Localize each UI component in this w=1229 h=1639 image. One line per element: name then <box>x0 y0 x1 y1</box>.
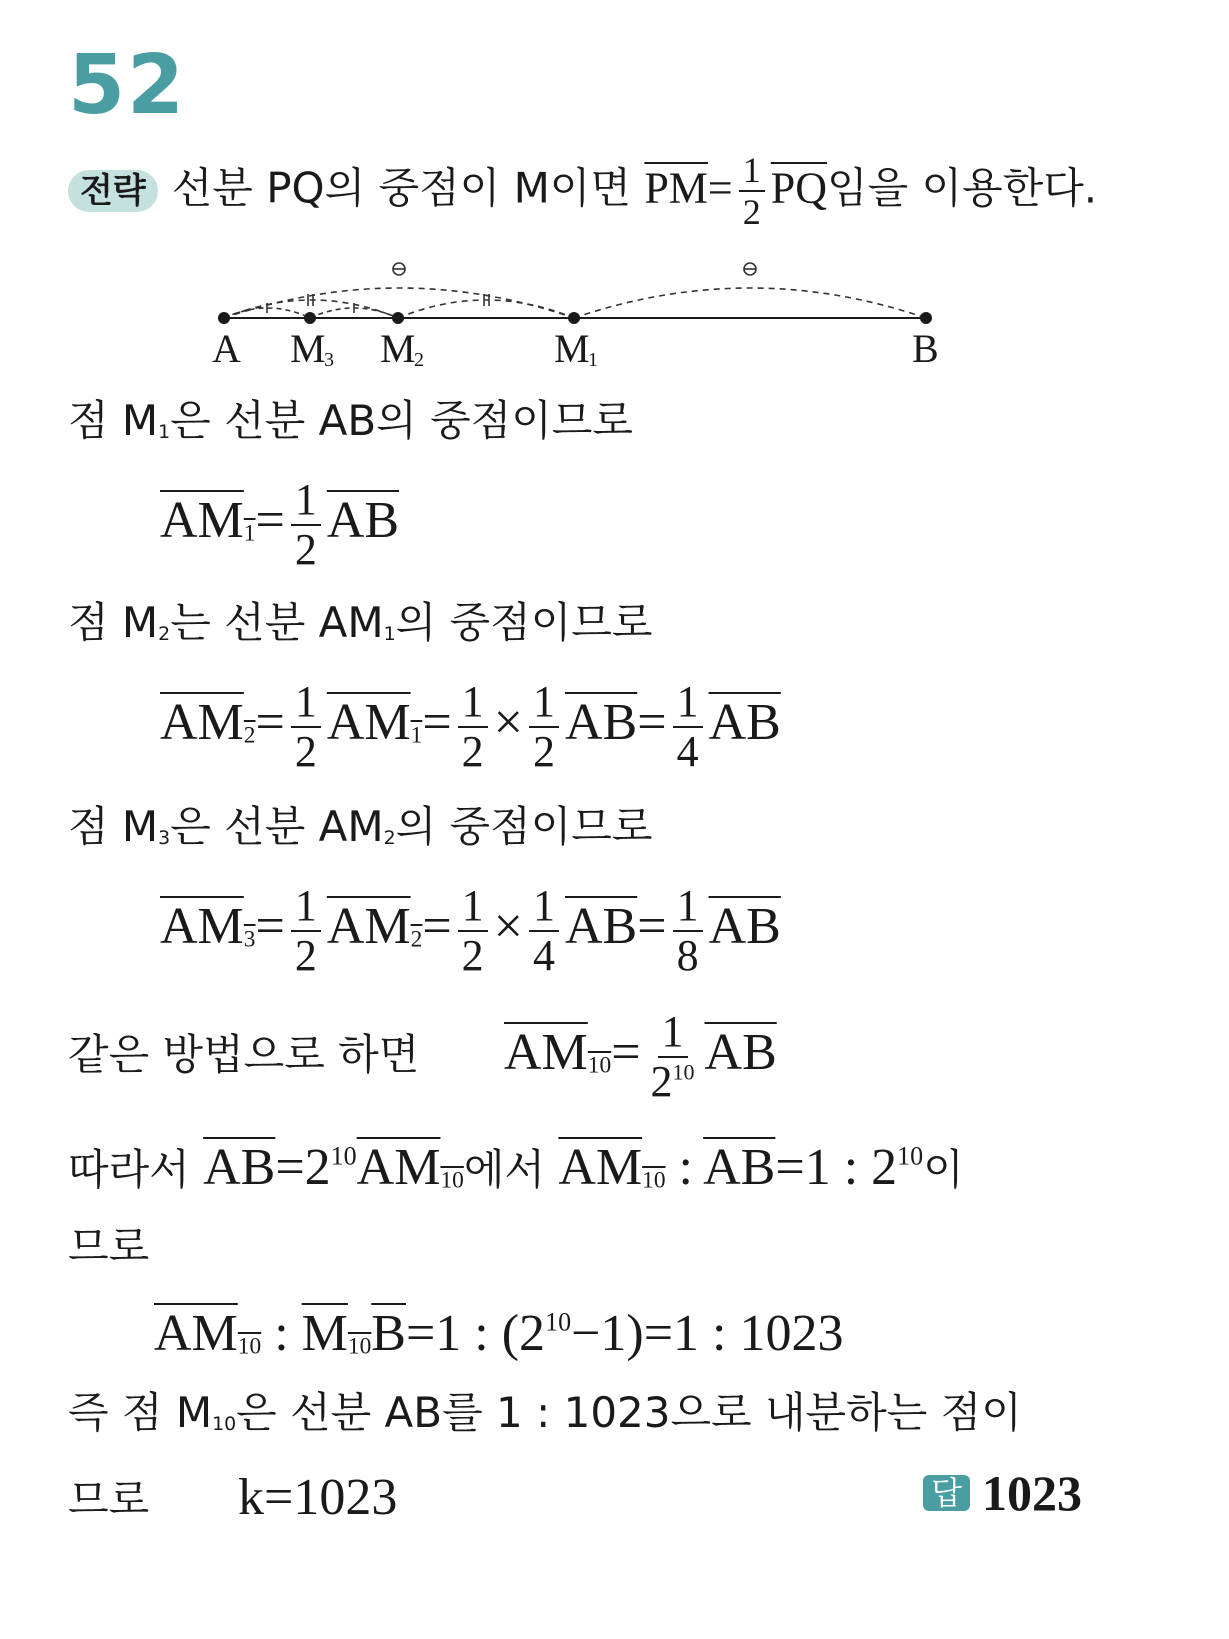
gen-sub: 10 <box>587 1052 612 1079</box>
den-base: 2 <box>650 1057 673 1106</box>
gen-am: $\overline{AM}$ <box>504 1023 588 1081</box>
label-m1-sub: 1 <box>588 349 598 371</box>
eq2 <box>160 677 781 776</box>
label-m2: M <box>380 326 416 371</box>
frac-num: 1 <box>529 884 559 932</box>
label-m3-sub: 3 <box>324 349 334 371</box>
eq3-am3: $\overline{AM}$ <box>160 897 244 955</box>
general-line <box>68 1007 777 1106</box>
eq1 <box>160 475 400 574</box>
r-end: =1 : (2 <box>405 1305 546 1362</box>
therefore-text: 따라서 <box>68 1145 190 1194</box>
gen-frac <box>647 1007 699 1106</box>
strategy-text-before: 선분 PQ의 중점이 M이면 <box>171 163 631 213</box>
point-m3 <box>304 312 316 324</box>
strategy-text-after: 임을 이용한다. <box>827 163 1098 213</box>
label-m2-sub: 2 <box>414 349 424 371</box>
eq2-times: × <box>493 693 523 751</box>
r-m: $\overline{M}$ <box>301 1305 348 1362</box>
arc-m2-m1 <box>398 300 574 318</box>
t2-rhs: =1 : 2 <box>775 1139 898 1196</box>
ratio-eq <box>154 1305 844 1362</box>
t-exp: 10 <box>330 1141 357 1171</box>
eq-general <box>504 1007 777 1106</box>
frac-num: 1 <box>529 680 559 728</box>
eseo-text: 에서 <box>463 1145 545 1194</box>
t2-ab: $\overline{AB}$ <box>703 1139 776 1196</box>
strategy-frac <box>739 152 765 230</box>
eq3-eq2: = <box>422 897 452 955</box>
s1-sub: 1 <box>158 420 171 443</box>
eq2-frac2 <box>458 677 488 776</box>
eq1-sub: 1 <box>243 520 256 547</box>
gen-ab: $\overline{AB}$ <box>704 1023 777 1081</box>
frac-num: 1 <box>673 884 703 932</box>
point-a <box>218 312 230 324</box>
eq2-sub: 2 <box>243 722 256 749</box>
frac-den: 8 <box>676 931 699 980</box>
gen-eq: = <box>611 1023 641 1081</box>
eq3-frac4 <box>673 881 703 980</box>
mark-double-ticks <box>308 294 489 306</box>
i-text: 이 <box>923 1145 964 1194</box>
eq2-eq1: = <box>255 693 285 751</box>
problem-number: 52 <box>68 38 187 133</box>
answer-value: 1023 <box>982 1465 1082 1521</box>
step3-text <box>68 802 653 851</box>
r-minus: −1)=1 : 1023 <box>571 1305 844 1362</box>
strategy-line <box>68 152 1097 230</box>
answer-badge: 답 <box>923 1475 970 1511</box>
eq3-eq3: = <box>637 897 667 955</box>
eq3-times: × <box>493 897 523 955</box>
s3-b: 은 선분 AM <box>170 802 384 851</box>
frac-den: 4 <box>676 727 699 776</box>
r-exp: 10 <box>545 1307 572 1337</box>
eq1-ab: $\overline{AB}$ <box>326 491 400 549</box>
s3-sub2: 2 <box>383 826 396 849</box>
eq3-frac2 <box>458 881 488 980</box>
eq3-ab2: $\overline{AB}$ <box>708 897 781 955</box>
frac-num: 1 <box>291 478 321 526</box>
eq3-sub2: 2 <box>410 926 423 953</box>
same-method-text: 같은 방법으로 하면 <box>68 1029 420 1079</box>
label-a: A <box>212 326 241 371</box>
eq3 <box>160 881 781 980</box>
point-m2 <box>392 312 404 324</box>
jeuk-a: 즉 점 M <box>68 1388 213 1437</box>
s1-a: 점 M <box>68 396 159 445</box>
eq3-eq1: = <box>255 897 285 955</box>
eq2-eq3: = <box>637 693 667 751</box>
eq2-ab1: $\overline{AB}$ <box>564 693 638 751</box>
label-m1: M <box>554 326 590 371</box>
r-am: $\overline{AM}$ <box>154 1305 238 1362</box>
point-b <box>920 312 932 324</box>
frac-den: 2 <box>742 192 761 232</box>
frac-num: 1 <box>458 680 488 728</box>
frac-num: 1 <box>739 152 765 192</box>
den-exp: 10 <box>672 1059 695 1085</box>
frac-den: 2 <box>294 727 317 776</box>
t2-exp: 10 <box>897 1141 924 1171</box>
s3-a: 점 M <box>68 802 159 851</box>
eq2-eq2: = <box>422 693 452 751</box>
eq2-frac3 <box>529 677 559 776</box>
eq3-am2: $\overline{AM}$ <box>326 897 411 955</box>
r-b: $\overline{B}$ <box>371 1305 406 1362</box>
s2-c: 의 중점이므로 <box>395 598 653 647</box>
therefore-line <box>68 1139 964 1196</box>
frac-den: 2 <box>532 727 555 776</box>
euro2-text: 므로 <box>68 1475 150 1524</box>
frac-num: 1 <box>658 1010 688 1058</box>
frac-den <box>647 1058 699 1104</box>
frac-den: 2 <box>461 931 484 980</box>
therefore-math2 <box>558 1139 923 1196</box>
eq2-sub1: 1 <box>410 722 423 749</box>
frac-den: 2 <box>294 931 317 980</box>
step1-text <box>68 396 633 445</box>
eq2-frac1 <box>291 677 321 776</box>
r-colon: : <box>261 1305 302 1362</box>
strategy-pm: $\overline{PM}$ <box>644 163 708 213</box>
r-sub1: 10 <box>237 1333 262 1360</box>
frac-num: 1 <box>291 680 321 728</box>
conclusion-line <box>68 1388 1022 1437</box>
t2-sub: 10 <box>642 1167 666 1194</box>
s3-c: 의 중점이므로 <box>395 802 653 851</box>
jeuk-b: 은 선분 AB를 1 : 1023으로 내분하는 점이 <box>236 1388 1022 1437</box>
s2-b: 는 선분 AM <box>170 598 384 647</box>
t-two: 2 <box>304 1139 331 1196</box>
step2-text <box>68 598 653 647</box>
t-ab: $\overline{AB}$ <box>203 1139 276 1196</box>
eq3-frac3 <box>529 881 559 980</box>
jeuk-sub: 10 <box>212 1412 237 1435</box>
frac-den: 2 <box>461 727 484 776</box>
frac-den: 2 <box>294 525 317 574</box>
s1-b: 은 선분 AB의 중점이므로 <box>170 396 633 445</box>
r-sub2: 10 <box>347 1333 372 1360</box>
eq2-ab2: $\overline{AB}$ <box>708 693 781 751</box>
eq2-am1: $\overline{AM}$ <box>326 693 411 751</box>
point-m1 <box>568 312 580 324</box>
s2-a: 점 M <box>68 598 159 647</box>
t-am: $\overline{AM}$ <box>356 1139 441 1196</box>
t2-colon: : <box>665 1139 704 1196</box>
eq2-frac4 <box>673 677 703 776</box>
t-sub: 10 <box>440 1167 464 1194</box>
eq1-am: $\overline{AM}$ <box>160 491 244 549</box>
eq3-frac1 <box>291 881 321 980</box>
label-b: B <box>912 326 939 371</box>
frac-num: 1 <box>673 680 703 728</box>
answer <box>923 1465 1082 1521</box>
s2-sub: 2 <box>158 622 171 645</box>
label-m3: M <box>290 326 326 371</box>
eq3-sub: 3 <box>243 926 256 953</box>
euro-line: 므로 <box>68 1222 150 1271</box>
frac-num: 1 <box>458 884 488 932</box>
frac-den: 4 <box>532 931 555 980</box>
final-line <box>68 1465 1082 1526</box>
s2-sub2: 1 <box>383 622 396 645</box>
strategy-pq: $\overline{PQ}$ <box>770 163 827 213</box>
s3-sub: 3 <box>158 826 171 849</box>
therefore-math1 <box>203 1139 464 1196</box>
strategy-eq: = <box>707 163 733 213</box>
t-eq: = <box>275 1139 305 1196</box>
eq1-frac <box>291 475 321 574</box>
mark-single-ticks <box>267 303 354 313</box>
strategy-badge: 전략 <box>68 170 158 212</box>
t2-am: $\overline{AM}$ <box>558 1139 643 1196</box>
frac-num: 1 <box>291 884 321 932</box>
eq2-am2: $\overline{AM}$ <box>160 693 244 751</box>
midpoint-diagram <box>200 258 960 378</box>
eq3-ab1: $\overline{AB}$ <box>564 897 638 955</box>
eq1-eq: = <box>255 491 285 549</box>
k-result: k=1023 <box>238 1469 398 1526</box>
arc-m1-b <box>574 288 926 318</box>
